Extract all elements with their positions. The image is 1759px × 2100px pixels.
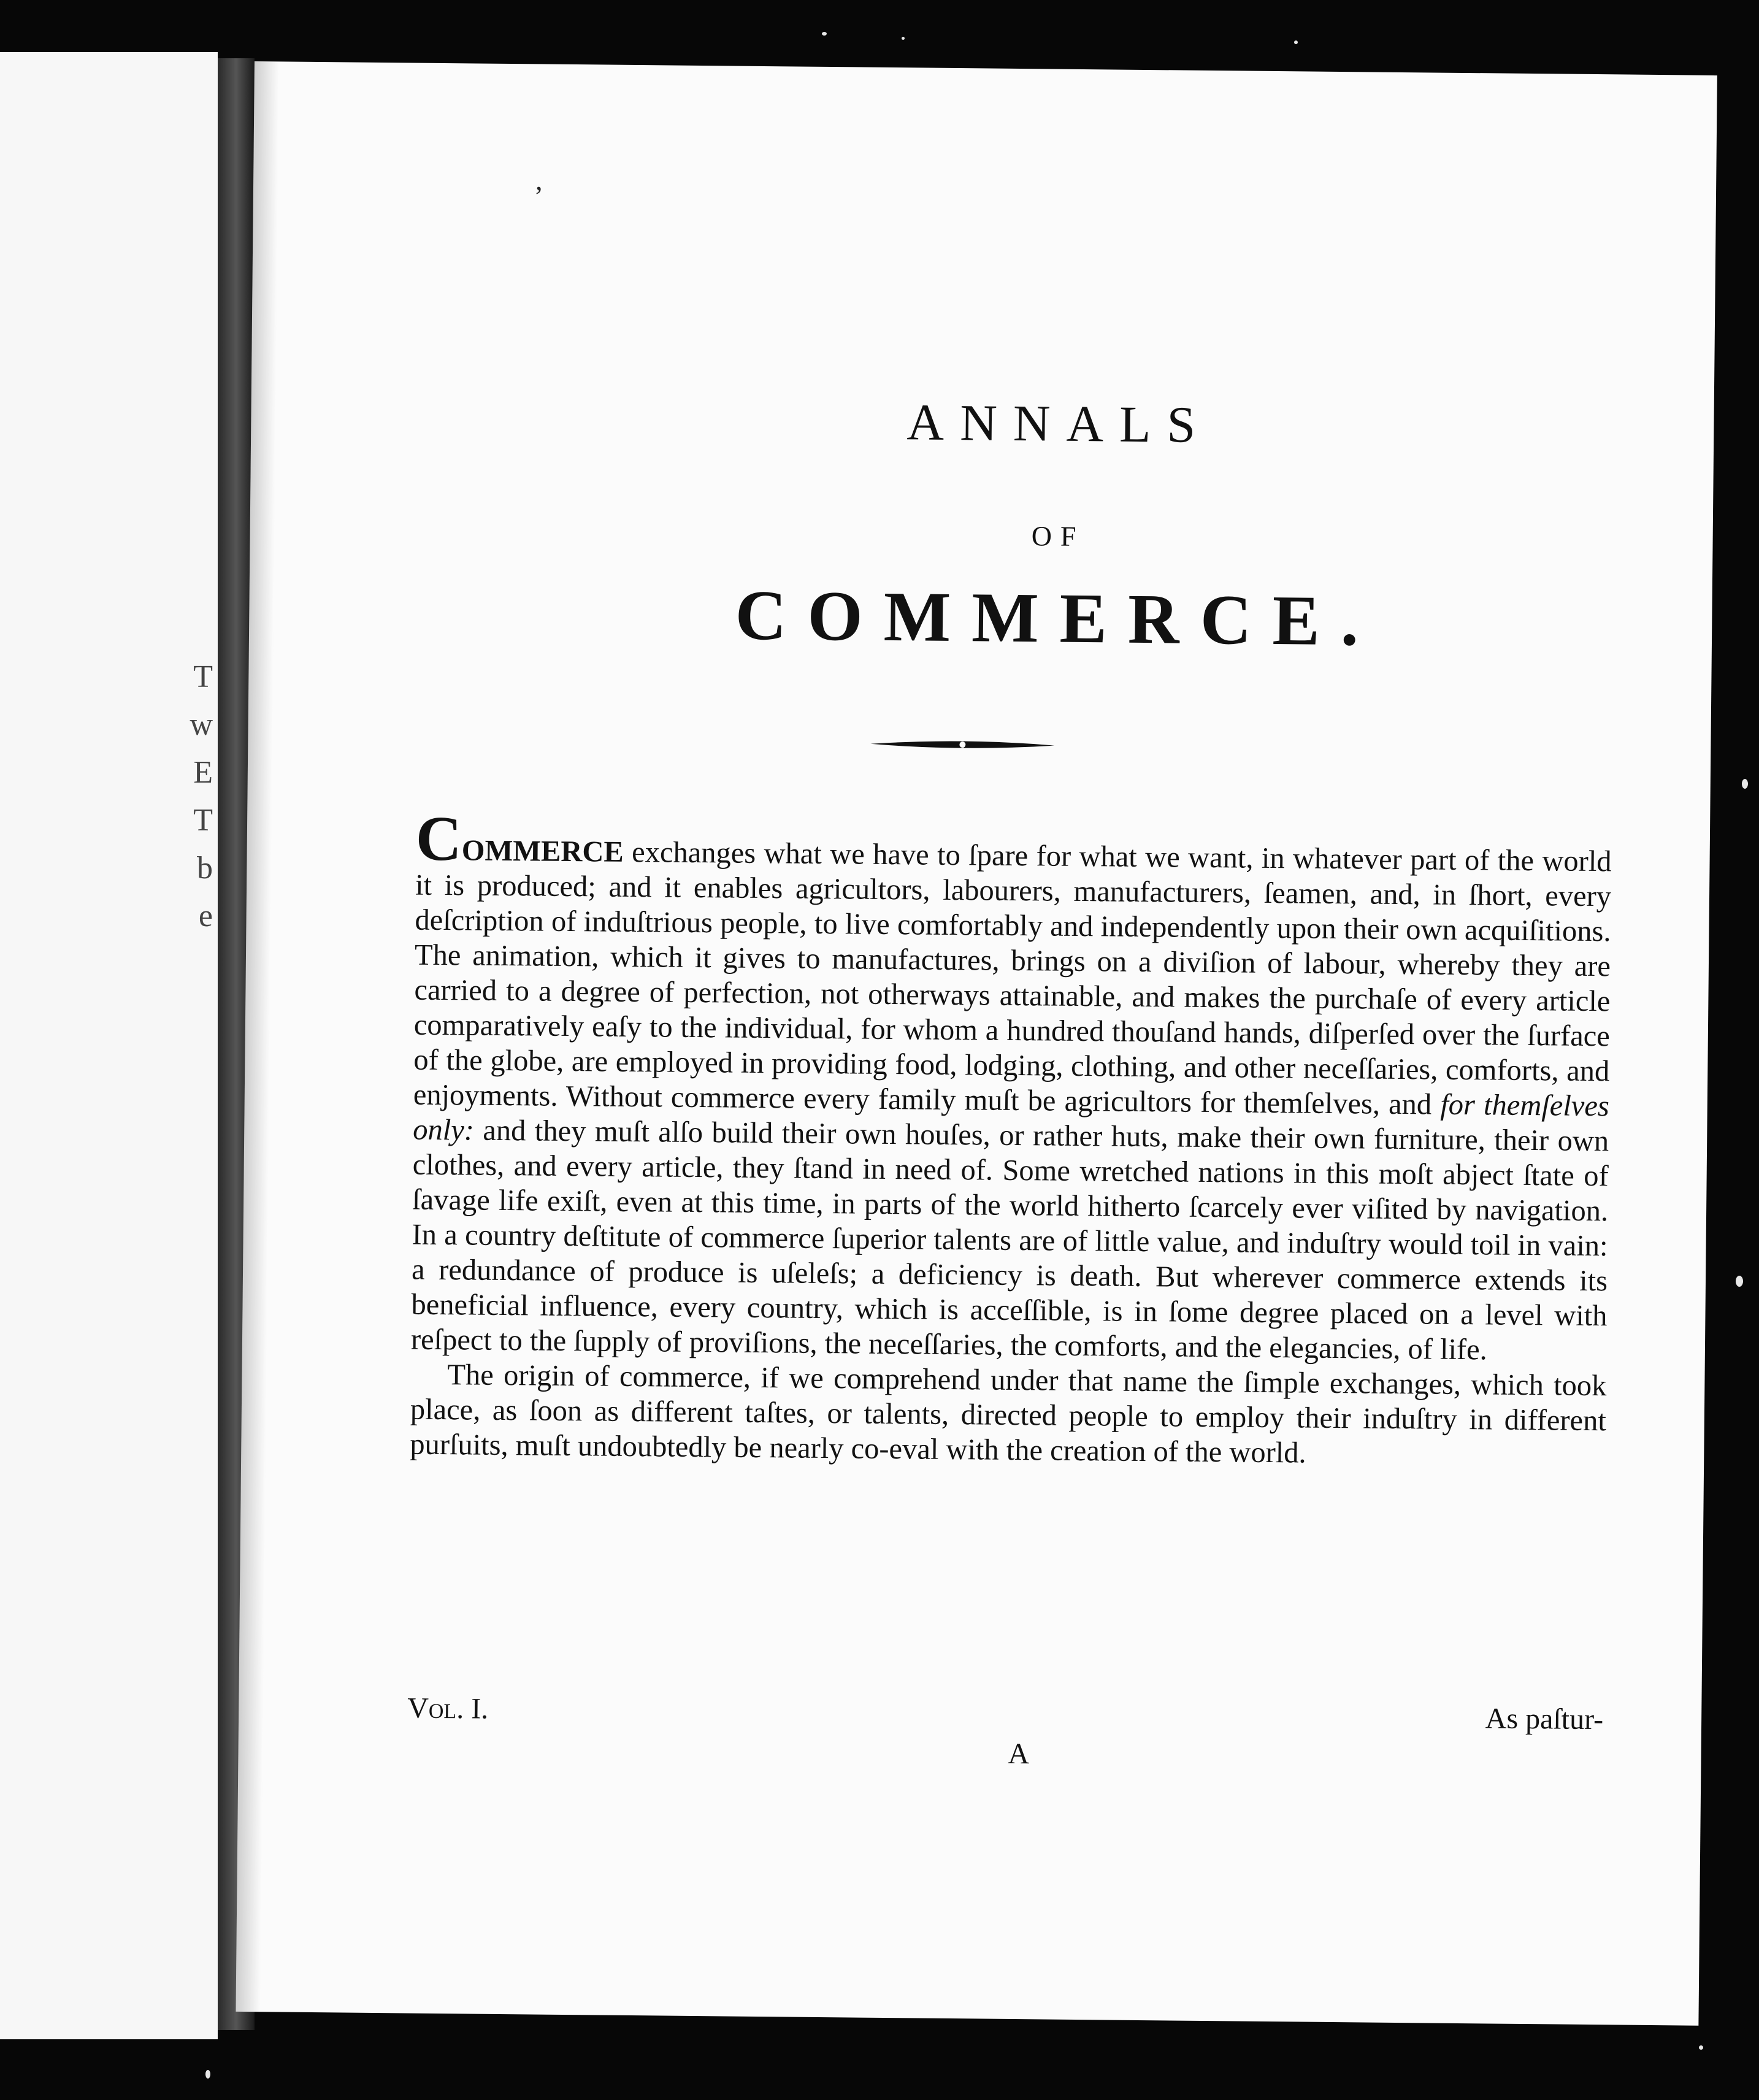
edge-glyph: T xyxy=(193,803,213,838)
dust-speck xyxy=(1736,1276,1743,1287)
paragraph-1-text-b: and they muſt alſo build their own houſes, or rather huts, make their own furniture, their own clothes, and every article, they ſtand in need of. Some wretched nations in this moſt abject ſtate of ſavage life exiſt, even at this time, in parts of the world hitherto ſcarcely ever viſited by navigation. In a country deſtitute of commerce ſuperior talents are of little value, and induſtry would toil in vain: a redundance of produce is uſeleſs; a deficiency is death. But wherever commerce extends its beneficial influence, every country, which is acceſſible, is in ſome degree placed on a level with reſpect to the ſupply of proviſions, the neceſſaries, the comforts, and the elegancies, of life. xyxy=(410,1114,1609,1366)
title-annals: ANNALS xyxy=(906,394,1212,454)
dust-speck xyxy=(822,32,827,36)
decorative-rule xyxy=(870,736,1054,754)
dust-speck xyxy=(1294,40,1298,44)
dust-speck xyxy=(205,2070,210,2079)
drop-cap-continuation: OMMERCE xyxy=(461,834,624,868)
page-footer xyxy=(407,1692,1603,1740)
facing-page-edge-text xyxy=(188,653,213,940)
paragraph-1-italic: for themſelves only: xyxy=(413,1088,1610,1147)
pencil-mark: , xyxy=(535,164,543,196)
paragraph-1-text-a: exchanges what we have to ſpare for what we want, in whatever part of the world it is produced; and it enables agricultors, labourers, manufacturers, ſeamen, and, in ſhort, every deſcription of induſtrious people, to live comfortably and independently upon their own acquiſitions. The animation, which it gives to manufactures, brings on a diviſion of labour, whereby they are carried to a degree of perfection, not otherways attainable, and makes the purchaſe of every article comparatively eaſy to the individual, for whom a hundred thouſand hands, diſperſed over the ſurface of the globe, are employed in providing food, lodging, clothing, and other neceſſaries, comforts, and enjoyments. Without commerce every family muſt be agricultors for themſelves, and xyxy=(413,835,1612,1121)
paragraph-1 xyxy=(410,803,1612,1369)
volume-number: Vol. I. xyxy=(407,1692,489,1725)
catchword: As paſtur- xyxy=(1485,1702,1604,1736)
dust-speck xyxy=(902,37,905,40)
signature-mark: A xyxy=(1008,1737,1030,1771)
document-page xyxy=(236,61,1717,2026)
edge-glyph: w xyxy=(190,707,213,742)
edge-glyph: T xyxy=(193,659,213,694)
edge-glyph: E xyxy=(193,755,213,790)
dust-speck xyxy=(1742,779,1748,789)
body-text xyxy=(410,803,1612,1474)
paragraph-2: The origin of commerce, if we comprehend under that name the ſimple exchanges, which took place, as ſoon as different taſtes, or talents, directed people to employ their induſtry in different purſuits, muſt undoubtedly be nearly co-eval with the creation of the world. xyxy=(410,1358,1607,1470)
title-commerce: COMMERCE. xyxy=(735,576,1380,661)
dust-speck xyxy=(1699,2045,1703,2050)
drop-cap: C xyxy=(415,803,462,875)
edge-glyph: b xyxy=(197,851,213,886)
title-of: OF xyxy=(1031,520,1085,553)
edge-glyph: e xyxy=(198,899,213,933)
facing-page xyxy=(0,52,218,2039)
